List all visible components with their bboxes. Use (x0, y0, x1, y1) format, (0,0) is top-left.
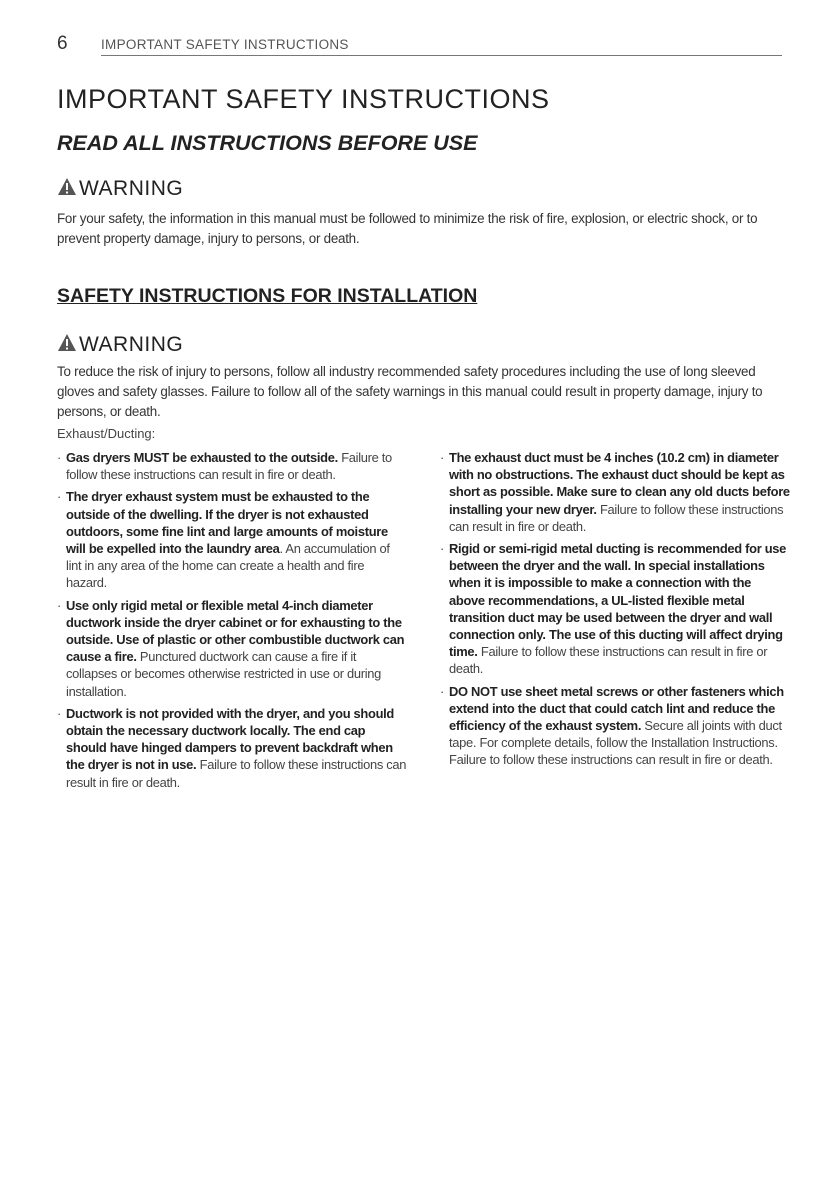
list-item: · Rigid or semi-rigid metal ducting is recommended for use between the dryer and the wall. In special installations when it is impossible to make a connection with the above recommendations, a UL-listed flexible metal transition duct may be used between the dryer and wall connection only. The use of this ducting will affect drying time. Failure to follow these instructions can result in fire or death. (440, 541, 787, 677)
header-rule (101, 55, 782, 56)
installation-warning-text: To reduce the risk of injury to persons, follow all industry recommended safety procedures including the use of long sleeved gloves and safety glasses. Failure to follow all of the safety warnings in this manual could result in property damage, injury to persons, or death. (57, 364, 763, 419)
page-subtitle: READ ALL INSTRUCTIONS BEFORE USE (57, 131, 478, 155)
item-text: . An accumulation of lint in any area of the home can create a health and fire hazard. (66, 541, 390, 591)
item-text: Secure all joints with duct tape. For complete details, follow the Installation Instructions. Failure to follow these instructions can result in fire or death. (449, 718, 782, 768)
list-item: · DO NOT use sheet metal screws or other fasteners which extend into the duct that could catch lint and reduce the efficiency of the exhaust system. Secure all joints with duct tape. For complete details, follow the Installation Instructions. Failure to follow these instructions can result in fire or death. (440, 683, 784, 768)
page-title: IMPORTANT SAFETY INSTRUCTIONS (57, 84, 550, 114)
item-text: Failure to follow these instructions can result in fire or death. (449, 501, 784, 534)
right-column (440, 449, 790, 774)
item-bold: Ductwork is not provided with the dryer, and you should obtain the necessary ductwork locally. The end cap should have hinged dampers to prevent backdraft when the dryer is not in use. (66, 705, 394, 773)
list-item: · The exhaust duct must be 4 inches (10.2 cm) in diameter with no obstructions. The exhaust duct should be kept as short as possible. Make sure to clean any old ducts before installing your new dryer. Failure to follow these instructions can result in fire or death. (440, 450, 790, 534)
left-column (57, 449, 407, 796)
warning-triangle-icon (57, 333, 77, 358)
installation-warning-heading (57, 333, 183, 358)
item-bold: Use only rigid metal or flexible metal 4-inch diameter ductwork inside the dryer cabinet or for exhausting to the outside. Use of plastic or other combustible ductwork can cause a fire. (66, 597, 405, 665)
item-text: Failure to follow these instructions can result in fire or death. (449, 644, 768, 677)
page-number: 6 (57, 33, 68, 54)
warning-triangle-icon (57, 177, 77, 202)
list-item: · Gas dryers MUST be exhausted to the outside. Failure to follow these instructions can result in fire or death. (57, 450, 392, 483)
list-item: · Use only rigid metal or flexible metal 4-inch diameter ductwork inside the dryer cabinet or for exhausting to the outside. Use of plastic or other combustible ductwork can cause a fire. Punctured ductwork can cause a fire if it collapses or becomes otherwise restricted in use or during installation. (57, 597, 405, 699)
running-header (57, 33, 782, 55)
section-heading: SAFETY INSTRUCTIONS FOR INSTALLATION (57, 285, 478, 307)
item-text: Failure to follow these instructions can result in fire or death. (66, 450, 392, 483)
warning-label: WARNING (79, 333, 184, 356)
item-text: Punctured ductwork can cause a fire if it collapses or becomes otherwise restricted in use or during installation. (66, 649, 382, 699)
item-text: Failure to follow these instructions can result in fire or death. (66, 757, 407, 790)
item-bold: Rigid or semi-rigid metal ducting is recommended for use between the dryer and the wall. In special installations when it is impossible to make a connection with the above recommendations, a UL-listed flexible metal transition duct may be used between the dryer and wall connection only. The use of this ducting will affect drying time. (449, 541, 787, 660)
item-bold: The dryer exhaust system must be exhausted to the outside of the dwelling. If the dryer is not exhausted outdoors, some fine lint and large amounts of moisture will be expelled into the laundry area (66, 489, 388, 557)
item-bold: DO NOT use sheet metal screws or other fasteners which extend into the duct that could catch lint and reduce the efficiency of the exhaust system. (449, 683, 784, 734)
list-item: · Ductwork is not provided with the dryer, and you should obtain the necessary ductwork locally. The end cap should have hinged dampers to prevent backdraft when the dryer is not in use. Failure to follow these instructions can result in fire or death. (57, 705, 407, 790)
running-header-title: IMPORTANT SAFETY INSTRUCTIONS (101, 37, 349, 52)
warning-text: For your safety, the information in this manual must be followed to minimize the risk of fire, explosion, or electric shock, or to prevent property damage, injury to persons, or death. (57, 211, 758, 246)
item-bold: Gas dryers MUST be exhausted to the outside. (66, 450, 338, 465)
list-item: · The dryer exhaust system must be exhausted to the outside of the dwelling. If the dryer is not exhausted outdoors, some fine lint and large amounts of moisture will be expelled into the laundry area. An accumulation of lint in any area of the home can create a health and fire hazard. (57, 489, 390, 591)
item-bold: The exhaust duct must be 4 inches (10.2 cm) in diameter with no obstructions. The exhaust duct should be kept as short as possible. Make sure to clean any old ducts before installing your new dryer. (449, 450, 790, 517)
warning-heading (57, 177, 183, 202)
warning-label: WARNING (79, 177, 184, 200)
exhaust-ducting-label: Exhaust/Ducting: (57, 426, 156, 441)
